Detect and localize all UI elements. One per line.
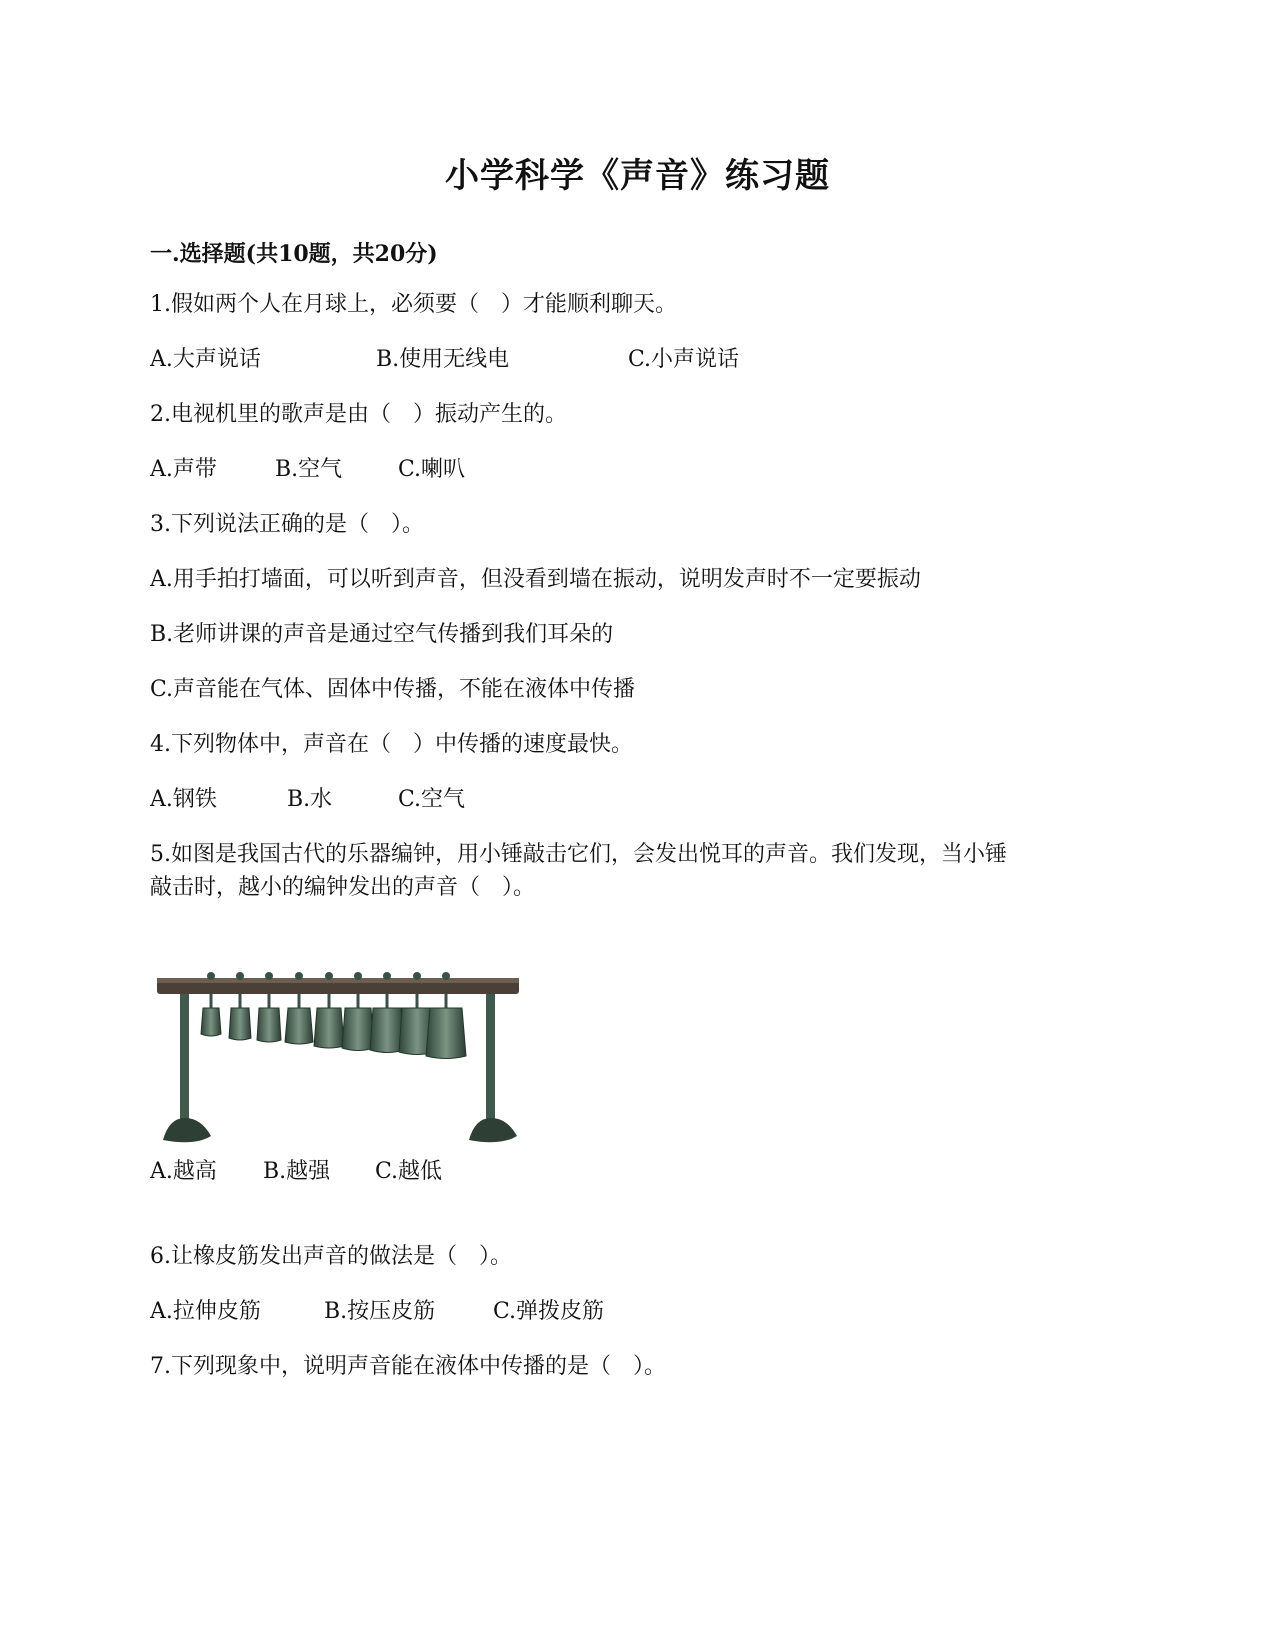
option-a[interactable]: A.越高 [150, 1159, 217, 1184]
question-1: 1.假如两个人在月球上，必须要（ ）才能顺利聊天。 [150, 292, 677, 317]
option-b[interactable]: B.水 [287, 787, 333, 812]
option-a[interactable]: A.拉伸皮筋 [150, 1299, 261, 1324]
option-a[interactable]: A.钢铁 [150, 787, 217, 812]
page-title: 小学科学《声音》练习题 [445, 156, 830, 196]
option-c[interactable]: C.喇叭 [398, 457, 466, 482]
option-c[interactable]: C.弹拨皮筋 [493, 1299, 605, 1324]
question-3-option-a[interactable]: A.用手拍打墙面，可以听到声音，但没看到墙在振动，说明发声时不一定要振动 [150, 567, 921, 592]
question-5-line-1: 5.如图是我国古代的乐器编钟，用小锤敲击它们，会发出悦耳的声音。我们发现，当小锤 [150, 842, 1007, 867]
question-5-line-2: 敲击时，越小的编钟发出的声音（ ）。 [150, 875, 536, 900]
bianzhong-bells-image [155, 968, 527, 1150]
question-2: 2.电视机里的歌声是由（ ）振动产生的。 [150, 402, 567, 427]
option-c[interactable]: C.空气 [398, 787, 466, 812]
question-6: 6.让橡皮筋发出声音的做法是（ ）。 [150, 1244, 512, 1269]
option-a[interactable]: A.声带 [150, 457, 217, 482]
question-3: 3.下列说法正确的是（ ）。 [150, 512, 424, 537]
option-a[interactable]: A.大声说话 [150, 347, 261, 372]
option-b[interactable]: B.使用无线电 [376, 347, 510, 372]
option-c[interactable]: C.小声说话 [628, 347, 740, 372]
option-b[interactable]: B.空气 [275, 457, 343, 482]
question-3-option-b[interactable]: B.老师讲课的声音是通过空气传播到我们耳朵的 [150, 622, 614, 647]
question-4: 4.下列物体中，声音在（ ）中传播的速度最快。 [150, 732, 633, 757]
option-b[interactable]: B.按压皮筋 [324, 1299, 436, 1324]
option-c[interactable]: C.越低 [375, 1159, 443, 1184]
question-3-option-c[interactable]: C.声音能在气体、固体中传播，不能在液体中传播 [150, 677, 636, 702]
option-b[interactable]: B.越强 [263, 1159, 331, 1184]
section-heading: 一.选择题(共10题，共20分) [150, 241, 438, 267]
question-7: 7.下列现象中，说明声音能在液体中传播的是（ ）。 [150, 1354, 666, 1379]
